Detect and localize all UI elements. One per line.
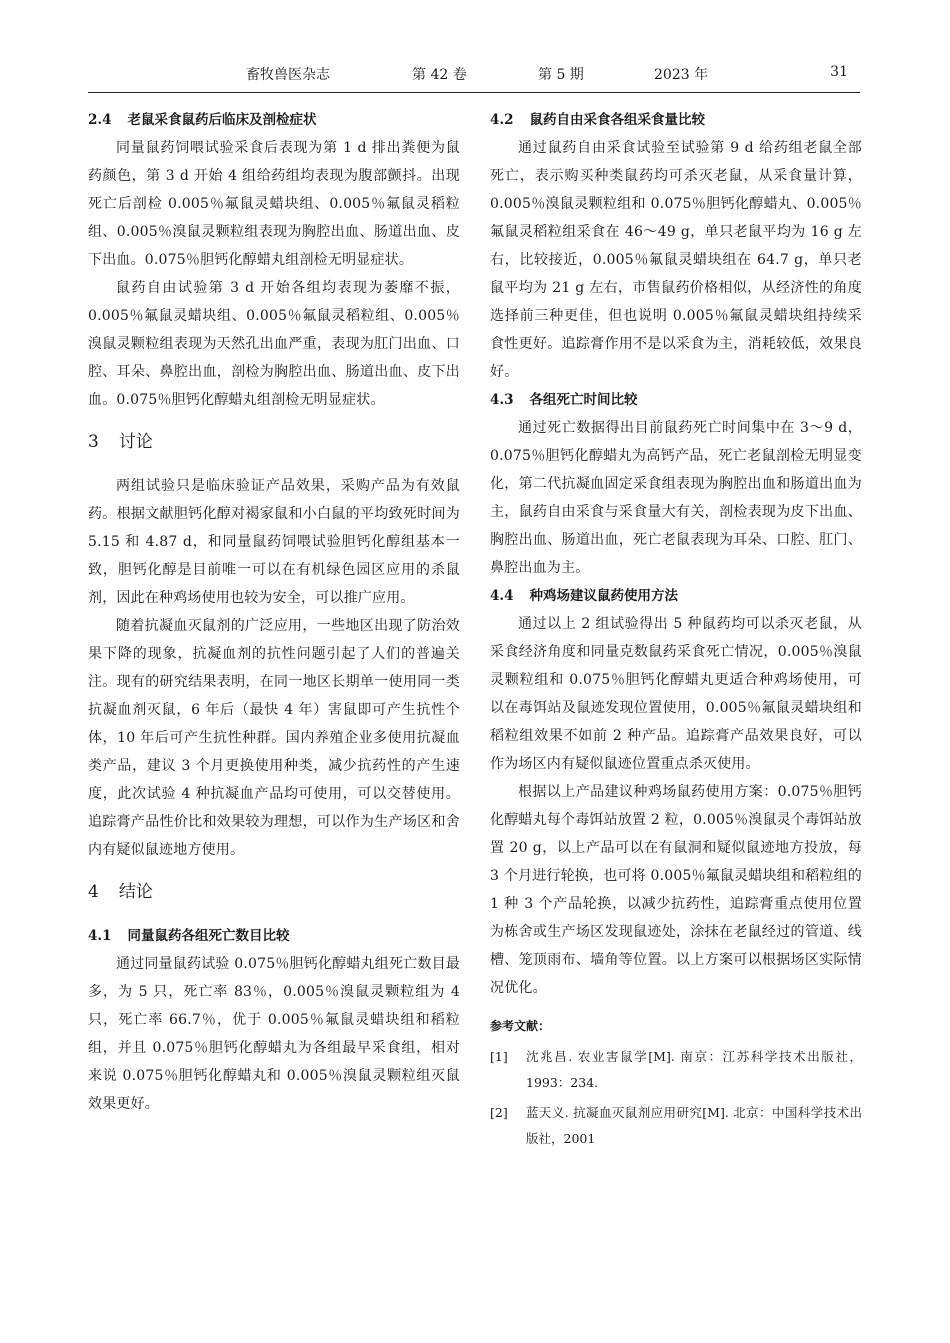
right-column [490,106,862,1156]
reference-text: 沈兆昌. 农业害鼠学[M]. 南京：江苏科学技术出版社，1993：234. [526,1049,862,1090]
reference-item [490,1100,862,1152]
page-number: 31 [830,64,848,80]
section-3-heading: 3 讨论 [88,432,153,452]
section-4-4-paragraph-2: 根据以上产品建议种鸡场鼠药使用方案：0.075％胆钙化醇蜡丸每个毒饵站放置 2 粒，0.005％溴鼠灵个毒饵站放置 20 g，以上产品可以在有鼠洞和疑似鼠迹地方投放，每 3 个月进行轮换，也可将 0.005％氟鼠灵蜡块组和稻粒组的 1 种 3 个产品轮换，以减少抗药性，追踪膏重点使用位置为栋舍或生产场区发现鼠迹处，涂抹在老鼠经过的管道、线槽、笼顶雨布、墙角等位置。以上方案可以根据场区实际情况优化。 [490,784,862,996]
section-4-1-paragraph-1: 通过同量鼠药试验 0.075％胆钙化醇蜡丸组死亡数目最多，为 5 只，死亡率 83％，0.005％溴鼠灵颗粒组为 4 只，死亡率 66.7％，优于 0.005％氟鼠灵蜡块组和稻粒组，并且 0.075％胆钙化醇蜡丸为各组最早采食组，相对来说 0.075％胆钙化醇蜡丸和 0.005％溴鼠灵颗粒组灭鼠效果更好。 [88,956,460,1112]
section-4-heading: 4 结论 [88,882,153,902]
section-3-paragraph-1: 两组试验只是临床验证产品效果，采购产品为有效鼠药。根据文献胆钙化醇对褐家鼠和小白鼠的平均致死时间为 5.15 和 4.87 d，和同量鼠药饲喂试验胆钙化醇组基本一致，胆钙化醇是目前唯一可以在有机绿色园区应用的杀鼠剂，因此在种鸡场使用也较为安全，可以推广应用。 [88,478,460,606]
running-header [88,64,860,88]
reference-number: [2] [490,1105,508,1120]
reference-text: 蓝天义. 抗凝血灭鼠剂应用研究[M]. 北京：中国科学技术出版社，2001 [526,1105,862,1146]
section-4-2-heading: 4.2 鼠药自由采食各组采食量比较 [490,112,705,128]
section-4-4-heading: 4.4 种鸡场建议鼠药使用方法 [490,588,678,604]
section-2-4-paragraph-1: 同量鼠药饲喂试验采食后表现为第 1 d 排出粪便为鼠药颜色，第 3 d 开始 4 组给药组均表现为腹部颤抖。出现死亡后剖检 0.005％氟鼠灵蜡块组、0.005％氟鼠灵稻粒组、0.005％溴鼠灵颗粒组表现为胸腔出血、肠道出血、皮下出血。0.075％胆钙化醇蜡丸组剖检无明显症状。 [88,140,460,268]
left-column [88,106,460,1118]
publication-year: 2023 年 [654,67,709,83]
reference-item [490,1044,862,1096]
section-2-4-heading: 2.4 老鼠采食鼠药后临床及剖检症状 [88,112,317,128]
volume-number: 第 42 卷 [412,67,467,83]
section-4-4-paragraph-1: 通过以上 2 组试验得出 5 种鼠药均可以杀灭老鼠，从采食经济角度和同量克数鼠药采食死亡情况，0.005％溴鼠灵颗粒组和 0.075％胆钙化醇蜡丸更适合种鸡场使用，可以在毒饵站及鼠迹发现位置使用，0.005％氟鼠灵蜡块组和稻粒组效果不如前 2 种产品。追踪膏产品效果良好，可以作为场区内有疑似鼠迹位置重点杀灭使用。 [490,616,862,772]
section-4-3-paragraph-1: 通过死亡数据得出目前鼠药死亡时间集中在 3～9 d，0.075％胆钙化醇蜡丸为高钙产品，死亡老鼠剖检无明显变化，第二代抗凝血固定采食组表现为胸腔出血和肠道出血为主，鼠药自由采食与采食量大有关，剖检表现为皮下出血、胸腔出血、肠道出血，死亡老鼠表现为耳朵、口腔、肛门、鼻腔出血为主。 [490,420,862,576]
reference-number: [1] [490,1049,508,1064]
header-rule [88,92,860,93]
section-3-paragraph-2: 随着抗凝血灭鼠剂的广泛应用，一些地区出现了防治效果下降的现象，抗凝血剂的抗性问题引起了人们的普遍关注。现有的研究结果表明，在同一地区长期单一使用同一类抗凝血剂灭鼠，6 年后（最快 4 年）害鼠即可产生抗性个体，10 年后可产生抗性种群。国内养殖企业多使用抗凝血类产品，建议 3 个月更换使用种类，减少抗药性的产生速度，此次试验 4 种抗凝血产品均可使用，可以交替使用。追踪膏产品性价比和效果较为理想，可以作为生产场区和舍内有疑似鼠迹地方使用。 [88,618,460,858]
issue-number: 第 5 期 [538,67,584,83]
section-4-3-heading: 4.3 各组死亡时间比较 [490,392,638,408]
section-4-1-heading: 4.1 同量鼠药各组死亡数目比较 [88,928,290,944]
references-title: 参考文献： [490,1019,551,1033]
section-2-4-paragraph-2: 鼠药自由试验第 3 d 开始各组均表现为萎靡不振，0.005％氟鼠灵蜡块组、0.005％氟鼠灵稻粒组、0.005％溴鼠灵颗粒组表现为天然孔出血严重，表现为肛门出血、口腔、耳朵、鼻腔出血，剖检为胸腔出血、肠道出血、皮下出血。0.075％胆钙化醇蜡丸组剖检无明显症状。 [88,280,460,408]
journal-name: 畜牧兽医杂志 [246,67,330,83]
section-4-2-paragraph-1: 通过鼠药自由采食试验至试验第 9 d 给药组老鼠全部死亡，表示购买种类鼠药均可杀灭老鼠，从采食量计算，0.005％溴鼠灵颗粒组和 0.075％胆钙化醇蜡丸、0.005％氟鼠灵稻粒组采食在 46～49 g，单只老鼠平均为 16 g 左右，比较接近，0.005％氟鼠灵蜡块组在 64.7 g，单只老鼠平均为 21 g 左右，市售鼠药价格相似，从经济性的角度选择前三种更佳，但也说明 0.005％氟鼠灵蜡块组持续采食性更好。追踪膏作用不是以采食为主，消耗较低，效果良好。 [490,140,862,380]
